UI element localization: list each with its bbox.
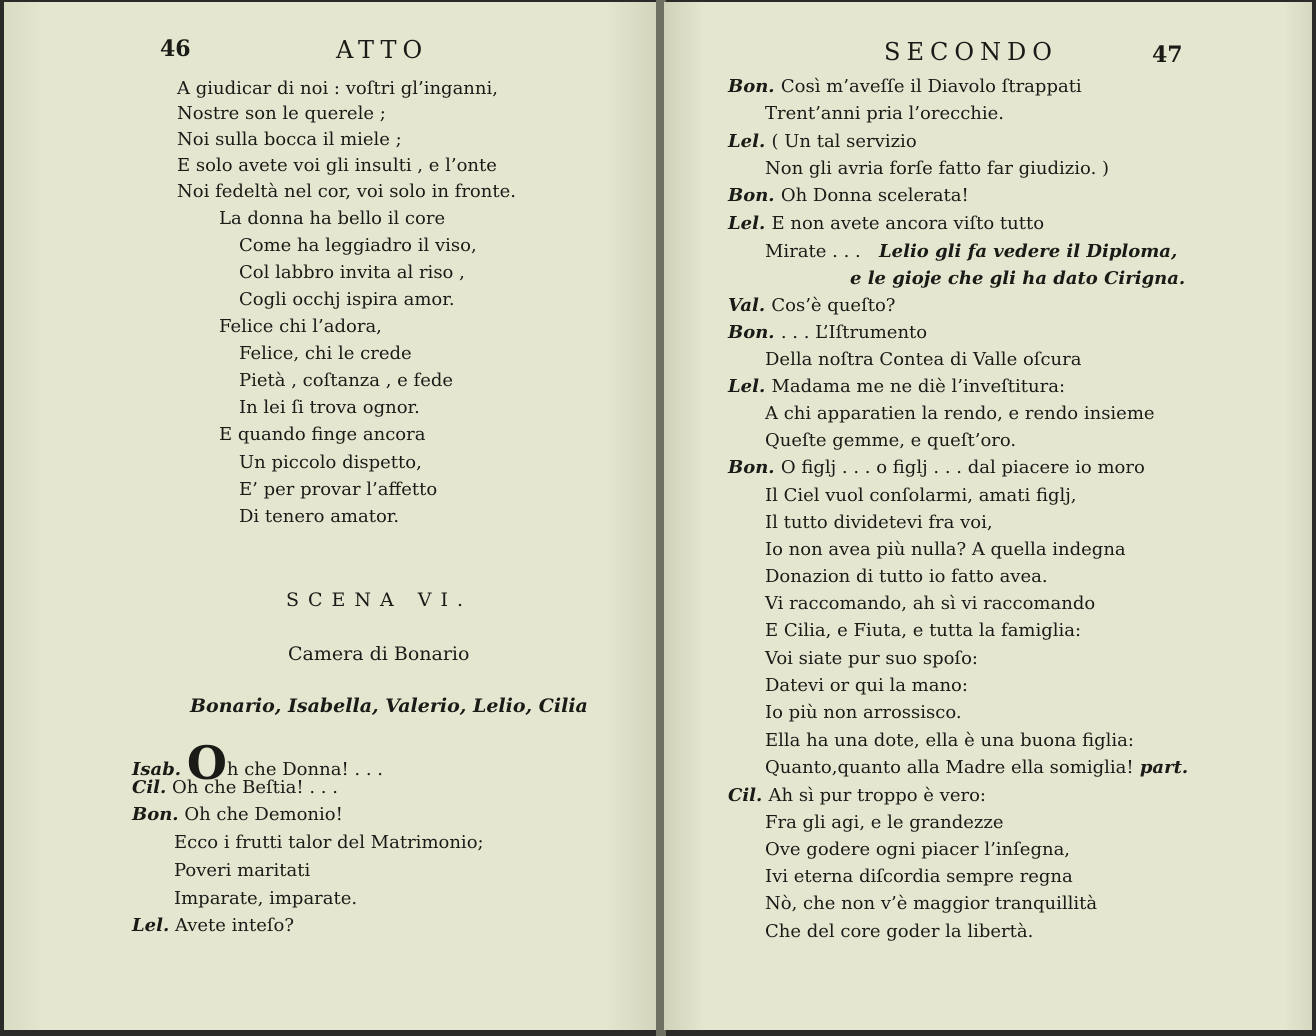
dialogue-line	[765, 921, 1033, 943]
dialogue-line	[728, 76, 1082, 98]
line-text: Cos’è queſto?	[771, 295, 896, 316]
dialogue-line	[132, 915, 294, 937]
dialogue-line	[728, 785, 986, 807]
speaker: Bon.	[728, 457, 781, 478]
line-text: ( Un tal servizio	[771, 131, 917, 152]
line-text: Così m’aveſſe il Diavolo ſtrappati	[780, 76, 1082, 97]
dialogue-line	[765, 403, 1155, 425]
dialogue-line: Imparate, imparate.	[174, 888, 358, 909]
speaker: Bon.	[132, 804, 179, 825]
dialogue-line	[765, 866, 1073, 888]
dialogue-line	[132, 777, 338, 799]
line-text: E non avete ancora viſto tutto	[771, 213, 1045, 234]
line-text: Ove godere ogni piacer l’inſegna,	[765, 839, 1071, 860]
dialogue-line	[765, 812, 1004, 834]
line-text: Ella ha una dote, ella è una buona figlia:	[765, 730, 1134, 751]
speaker: Lel.	[132, 915, 170, 936]
dialogue-line	[728, 213, 1044, 235]
scene-characters: Bonario, Isabella, Valerio, Lelio, Cilia	[190, 695, 588, 717]
line-text: Oh Donna scelerata!	[780, 185, 969, 206]
dialogue-line	[728, 457, 1145, 479]
dialogue-line	[765, 893, 1097, 915]
dialogue-line	[765, 539, 1126, 561]
aria-line: Felice, chi le crede	[239, 343, 412, 364]
dialogue-line	[728, 131, 917, 153]
scene-title: SCENA VI.	[286, 589, 473, 611]
line-text: h che Donna! . . .	[226, 759, 384, 780]
line-text: E Cilia, e Fiuta, e tutta la famiglia:	[765, 620, 1082, 641]
line-text: Non gli avria forſe fatto far giudizio. )	[765, 158, 1110, 179]
dialogue-line	[765, 512, 993, 534]
aria-line: Un piccolo dispetto,	[239, 452, 422, 473]
right-page	[664, 2, 1312, 1030]
drop-cap: O	[186, 736, 227, 790]
line-text: Voi siate pur suo spoſo:	[765, 648, 978, 669]
aria-line: In lei ſi trova ognor.	[239, 397, 420, 418]
line-text: . . . L’Iſtrumento	[780, 322, 928, 343]
speaker: Cil.	[728, 785, 769, 806]
dialogue-line	[728, 322, 927, 344]
dialogue-line	[728, 185, 969, 207]
dialogue-line	[765, 566, 1048, 588]
verse-line: Noi fedeltà nel cor, voi solo in fronte.	[177, 181, 516, 202]
aria-line: Col labbro invita al riso ,	[239, 262, 465, 283]
line-text: A chi apparatien la rendo, e rendo insieme	[765, 403, 1155, 424]
dialogue-line	[765, 702, 962, 724]
speaker: Bon.	[728, 322, 781, 343]
line-text: Quanto,quanto alla Madre ella somiglia!	[765, 757, 1134, 778]
speaker: Isab.	[132, 759, 182, 780]
line-text: Avete inteſo?	[174, 915, 295, 936]
line-text: Della noſtra Contea di Valle oſcura	[765, 349, 1082, 370]
verse-line: Nostre son le querele ;	[177, 103, 386, 124]
dialogue-line	[728, 295, 895, 317]
line-text: Ah sì pur troppo è vero:	[768, 785, 986, 806]
verse-line: E solo avete voi gli insulti , e l’onte	[177, 155, 497, 176]
dialogue-line	[765, 648, 978, 670]
running-head: SECONDO	[884, 38, 1058, 66]
dialogue-line	[765, 757, 1188, 779]
speaker: Cil.	[132, 777, 167, 798]
line-text: Io più non arrossisco.	[765, 702, 962, 723]
dialogue-line	[765, 241, 1177, 263]
aria-line: La donna ha bello il core	[219, 208, 446, 229]
line-text: Oh che Beſtia! . . .	[172, 777, 338, 798]
line-text: Queſte gemme, e queſt’oro.	[765, 430, 1017, 451]
verse-line: A giudicar di noi : voſtri gl’inganni,	[177, 78, 498, 99]
speaker: Lel.	[728, 376, 772, 397]
line-text: Ivi eterna diſcordia sempre regna	[765, 866, 1073, 887]
speaker: Lel.	[728, 213, 772, 234]
aria-line: Cogli occhj ispira amor.	[239, 289, 455, 310]
line-text: Che del core goder la libertà.	[765, 921, 1034, 942]
dialogue-line	[850, 268, 1185, 290]
stage-direction: e le gioje che gli ha dato Cirigna.	[850, 268, 1186, 289]
dialogue-line	[728, 376, 1065, 398]
page-number: 46	[160, 36, 191, 62]
line-text: Donazion di tutto io fatto avea.	[765, 566, 1048, 587]
speaker: Lel.	[728, 131, 772, 152]
line-text: O figlj . . . o figlj . . . dal piacere io moro	[780, 457, 1145, 478]
dialogue-line	[765, 730, 1134, 752]
left-page	[4, 2, 658, 1030]
dialogue-line	[765, 349, 1081, 371]
dialogue-line: Ecco i frutti talor del Matrimonio;	[174, 832, 484, 853]
dialogue-line	[765, 593, 1095, 615]
line-text: Nò, che non v’è maggior tranquillità	[765, 893, 1098, 914]
speaker: Val.	[728, 295, 772, 316]
dialogue-line	[765, 620, 1081, 642]
page-number: 47	[1152, 42, 1183, 68]
aria-line: E quando finge ancora	[219, 424, 426, 445]
verse-line: Noi sulla bocca il miele ;	[177, 129, 402, 150]
dialogue-line	[765, 103, 1004, 125]
stage-direction: Lelio gli fa vedere il Diploma,	[872, 241, 1178, 262]
running-head: ATTO	[336, 36, 429, 64]
stage-direction: part.	[1133, 757, 1189, 778]
dialogue-line	[765, 675, 968, 697]
aria-line: Come ha leggiadro il viso,	[239, 235, 477, 256]
dialogue-line: Poveri maritati	[174, 860, 311, 881]
line-text: Fra gli agi, e le grandezze	[765, 812, 1004, 833]
dialogue-line	[765, 158, 1109, 180]
aria-line: Di tenero amator.	[239, 506, 400, 527]
line-text: Mirate . . .	[765, 241, 861, 262]
aria-line: E’ per provar l’affetto	[239, 479, 438, 500]
line-text: Trent’anni pria l’orecchie.	[765, 103, 1005, 124]
line-text: Oh che Demonio!	[184, 804, 343, 825]
dialogue-line	[765, 430, 1016, 452]
aria-line: Pietà , coſtanza , e fede	[239, 370, 454, 391]
line-text: Il tutto dividetevi fra voi,	[765, 512, 993, 533]
line-text: Madama me ne diè l’inveſtitura:	[771, 376, 1066, 397]
dialogue-line	[765, 839, 1070, 861]
scene-setting: Camera di Bonario	[288, 643, 470, 665]
dialogue-line	[765, 485, 1077, 507]
dialogue-line	[132, 804, 343, 826]
line-text: Datevi or qui la mano:	[765, 675, 968, 696]
aria-line: Felice chi l’adora,	[219, 316, 382, 337]
line-text: Io non avea più nulla? A quella indegna	[765, 539, 1126, 560]
speaker: Bon.	[728, 185, 781, 206]
line-text: Vi raccomando, ah sì vi raccomando	[765, 593, 1096, 614]
line-text: Il Ciel vuol conſolarmi, amati figlj,	[765, 485, 1077, 506]
speaker: Bon.	[728, 76, 781, 97]
